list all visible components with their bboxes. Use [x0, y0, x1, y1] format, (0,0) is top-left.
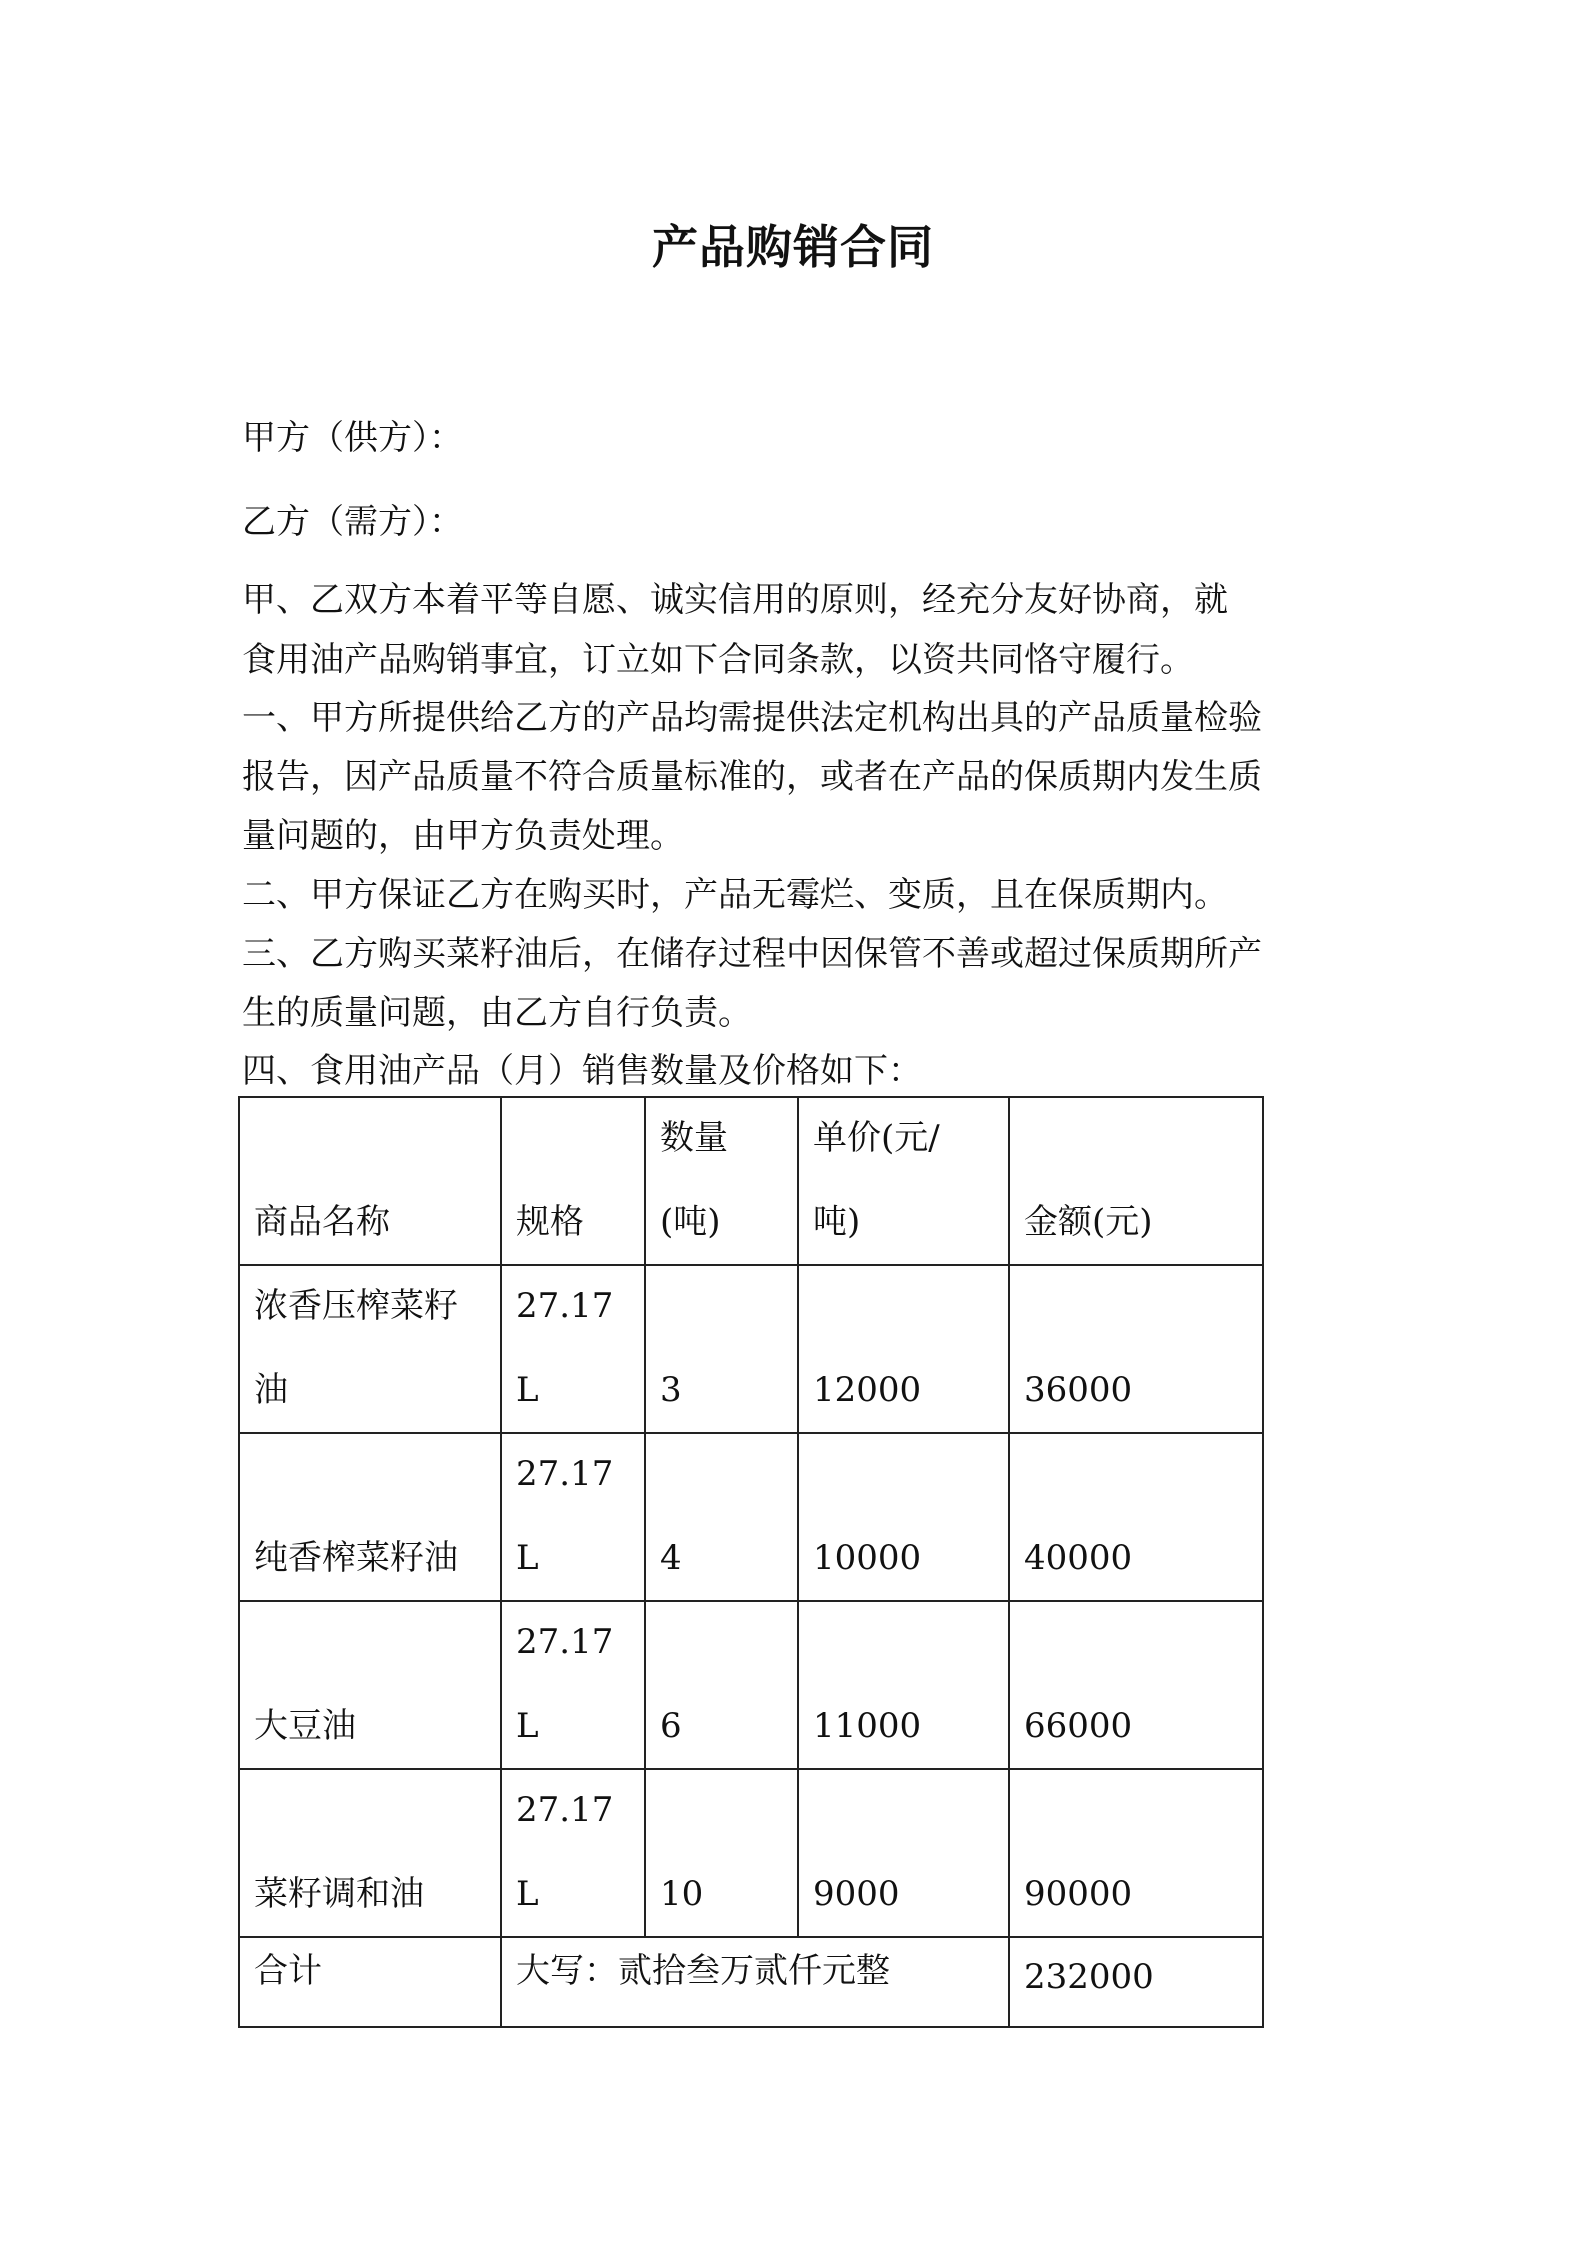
clause-3-line: 生的质量问题，由乙方自行负责。 [242, 993, 752, 1033]
header-spec: 规格 [501, 1097, 645, 1265]
paragraph-line: 甲、乙双方本着平等自愿、诚实信用的原则，经充分友好协商，就 [242, 580, 1228, 620]
total-in-words-cell: 大写：贰拾叁万贰仟元整 [501, 1937, 1009, 2027]
party-b-line: 乙方（需方）： [242, 502, 463, 542]
header-quantity: 数量 (吨) [645, 1097, 798, 1265]
table-row [239, 1601, 1263, 1769]
paragraph-line: 食用油产品购销事宜，订立如下合同条款，以资共同恪守履行。 [242, 640, 1194, 680]
quantity-cell: 10 [645, 1769, 798, 1937]
header-unit-price: 单价(元/ 吨) [798, 1097, 1009, 1265]
party-a-line: 甲方（供方）： [242, 418, 463, 458]
clause-1-line: 一、甲方所提供给乙方的产品均需提供法定机构出具的产品质量检验 [242, 698, 1262, 738]
unit-price-cell: 12000 [798, 1265, 1009, 1433]
clause-4-line: 四、食用油产品（月）销售数量及价格如下： [242, 1051, 922, 1091]
table-total-row [239, 1937, 1263, 2027]
amount-cell: 90000 [1009, 1769, 1263, 1937]
header-amount: 金额(元) [1009, 1097, 1263, 1265]
product-name-cell: 菜籽调和油 [239, 1769, 501, 1937]
amount-cell: 66000 [1009, 1601, 1263, 1769]
table-header-row [239, 1097, 1263, 1265]
unit-price-cell: 10000 [798, 1433, 1009, 1601]
spec-cell: 27.17 L [501, 1601, 645, 1769]
product-name-cell: 纯香榨菜籽油 [239, 1433, 501, 1601]
clause-2-line: 二、甲方保证乙方在购买时，产品无霉烂、变质，且在保质期内。 [242, 875, 1228, 915]
quantity-cell: 6 [645, 1601, 798, 1769]
table-row [239, 1433, 1263, 1601]
unit-price-cell: 11000 [798, 1601, 1009, 1769]
header-product-name: 商品名称 [239, 1097, 501, 1265]
quantity-cell: 3 [645, 1265, 798, 1433]
clause-3-line: 三、乙方购买菜籽油后，在储存过程中因保管不善或超过保质期所产 [242, 934, 1262, 974]
clause-1-line: 量问题的，由甲方负责处理。 [242, 816, 684, 856]
price-table [238, 1096, 1264, 2028]
clause-1-line: 报告，因产品质量不符合质量标准的，或者在产品的保质期内发生质 [242, 757, 1262, 797]
document-title: 产品购销合同 [652, 220, 934, 274]
product-name-cell: 大豆油 [239, 1601, 501, 1769]
amount-cell: 36000 [1009, 1265, 1263, 1433]
quantity-cell: 4 [645, 1433, 798, 1601]
total-amount-cell: 232000 [1009, 1937, 1263, 2027]
total-label-cell: 合计 [239, 1937, 501, 2027]
product-name-cell: 浓香压榨菜籽 油 [239, 1265, 501, 1433]
amount-cell: 40000 [1009, 1433, 1263, 1601]
table-row [239, 1769, 1263, 1937]
spec-cell: 27.17 L [501, 1769, 645, 1937]
spec-cell: 27.17 L [501, 1265, 645, 1433]
spec-cell: 27.17 L [501, 1433, 645, 1601]
unit-price-cell: 9000 [798, 1769, 1009, 1937]
table-row [239, 1265, 1263, 1433]
